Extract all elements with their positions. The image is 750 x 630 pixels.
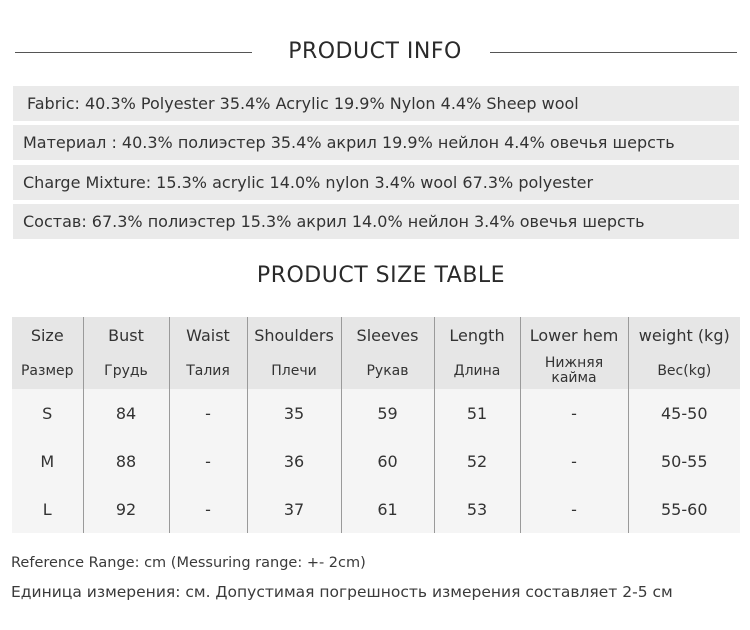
table-cell: -	[169, 437, 247, 485]
table-cell: 60	[341, 437, 434, 485]
product-info-heading	[0, 38, 750, 68]
header-cell: Длина	[434, 353, 520, 389]
size-table	[12, 317, 740, 533]
size-table-title: PRODUCT SIZE TABLE	[256, 263, 506, 288]
table-cell: M	[12, 437, 83, 485]
product-info-title: PRODUCT INFO	[288, 39, 462, 64]
table-cell: 61	[341, 485, 434, 533]
header-cell: Талия	[169, 353, 247, 389]
table-cell: -	[169, 389, 247, 437]
table-cell: 84	[83, 389, 169, 437]
table-cell: -	[520, 389, 628, 437]
table-row	[12, 485, 740, 533]
table-cell: 88	[83, 437, 169, 485]
table-cell: 36	[247, 437, 341, 485]
measurement-unit-note: Единица измерения: см. Допустимая погрешность измерения составляет 2-5 см	[11, 583, 673, 601]
header-cell: Waist	[169, 317, 247, 353]
header-cell: Bust	[83, 317, 169, 353]
header-cell: Плечи	[247, 353, 341, 389]
header-cell: Размер	[12, 353, 83, 389]
table-cell: 52	[434, 437, 520, 485]
header-cell: Грудь	[83, 353, 169, 389]
table-cell: 45-50	[628, 389, 740, 437]
table-cell: -	[169, 485, 247, 533]
header-cell: Рукав	[341, 353, 434, 389]
table-cell: 59	[341, 389, 434, 437]
table-row	[12, 389, 740, 437]
header-cell: Size	[12, 317, 83, 353]
table-cell: 50-55	[628, 437, 740, 485]
table-cell: 37	[247, 485, 341, 533]
header-row-en	[12, 317, 740, 353]
header-cell: Length	[434, 317, 520, 353]
header-cell: Вес(kg)	[628, 353, 740, 389]
header-cell: Shoulders	[247, 317, 341, 353]
fabric-line-ru: Материал : 40.3% полиэстер 35.4% акрил 19.9% нейлон 4.4% овечья шерсть	[13, 125, 739, 160]
header-row-ru	[12, 353, 740, 389]
fabric-line-en: Fabric: 40.3% Polyester 35.4% Acrylic 19.9% Nylon 4.4% Sheep wool	[13, 86, 739, 121]
table-cell: 35	[247, 389, 341, 437]
header-cell: Lower hem	[520, 317, 628, 353]
mixture-line-ru: Состав: 67.3% полиэстер 15.3% акрил 14.0% нейлон 3.4% овечья шерсть	[13, 204, 739, 239]
table-cell: 51	[434, 389, 520, 437]
header-cell: weight (kg)	[628, 317, 740, 353]
table-cell: 55-60	[628, 485, 740, 533]
reference-range-note: Reference Range: cm (Messuring range: +- 2cm)	[11, 555, 366, 571]
divider-right	[490, 52, 737, 53]
table-cell: S	[12, 389, 83, 437]
table-cell: -	[520, 485, 628, 533]
table-row	[12, 437, 740, 485]
table-cell: L	[12, 485, 83, 533]
header-cell: Нижняя кайма	[520, 353, 628, 389]
table-cell: 92	[83, 485, 169, 533]
header-cell: Sleeves	[341, 317, 434, 353]
table-cell: -	[520, 437, 628, 485]
table-cell: 53	[434, 485, 520, 533]
mixture-line-en: Charge Mixture: 15.3% acrylic 14.0% nylon 3.4% wool 67.3% polyester	[13, 165, 739, 200]
